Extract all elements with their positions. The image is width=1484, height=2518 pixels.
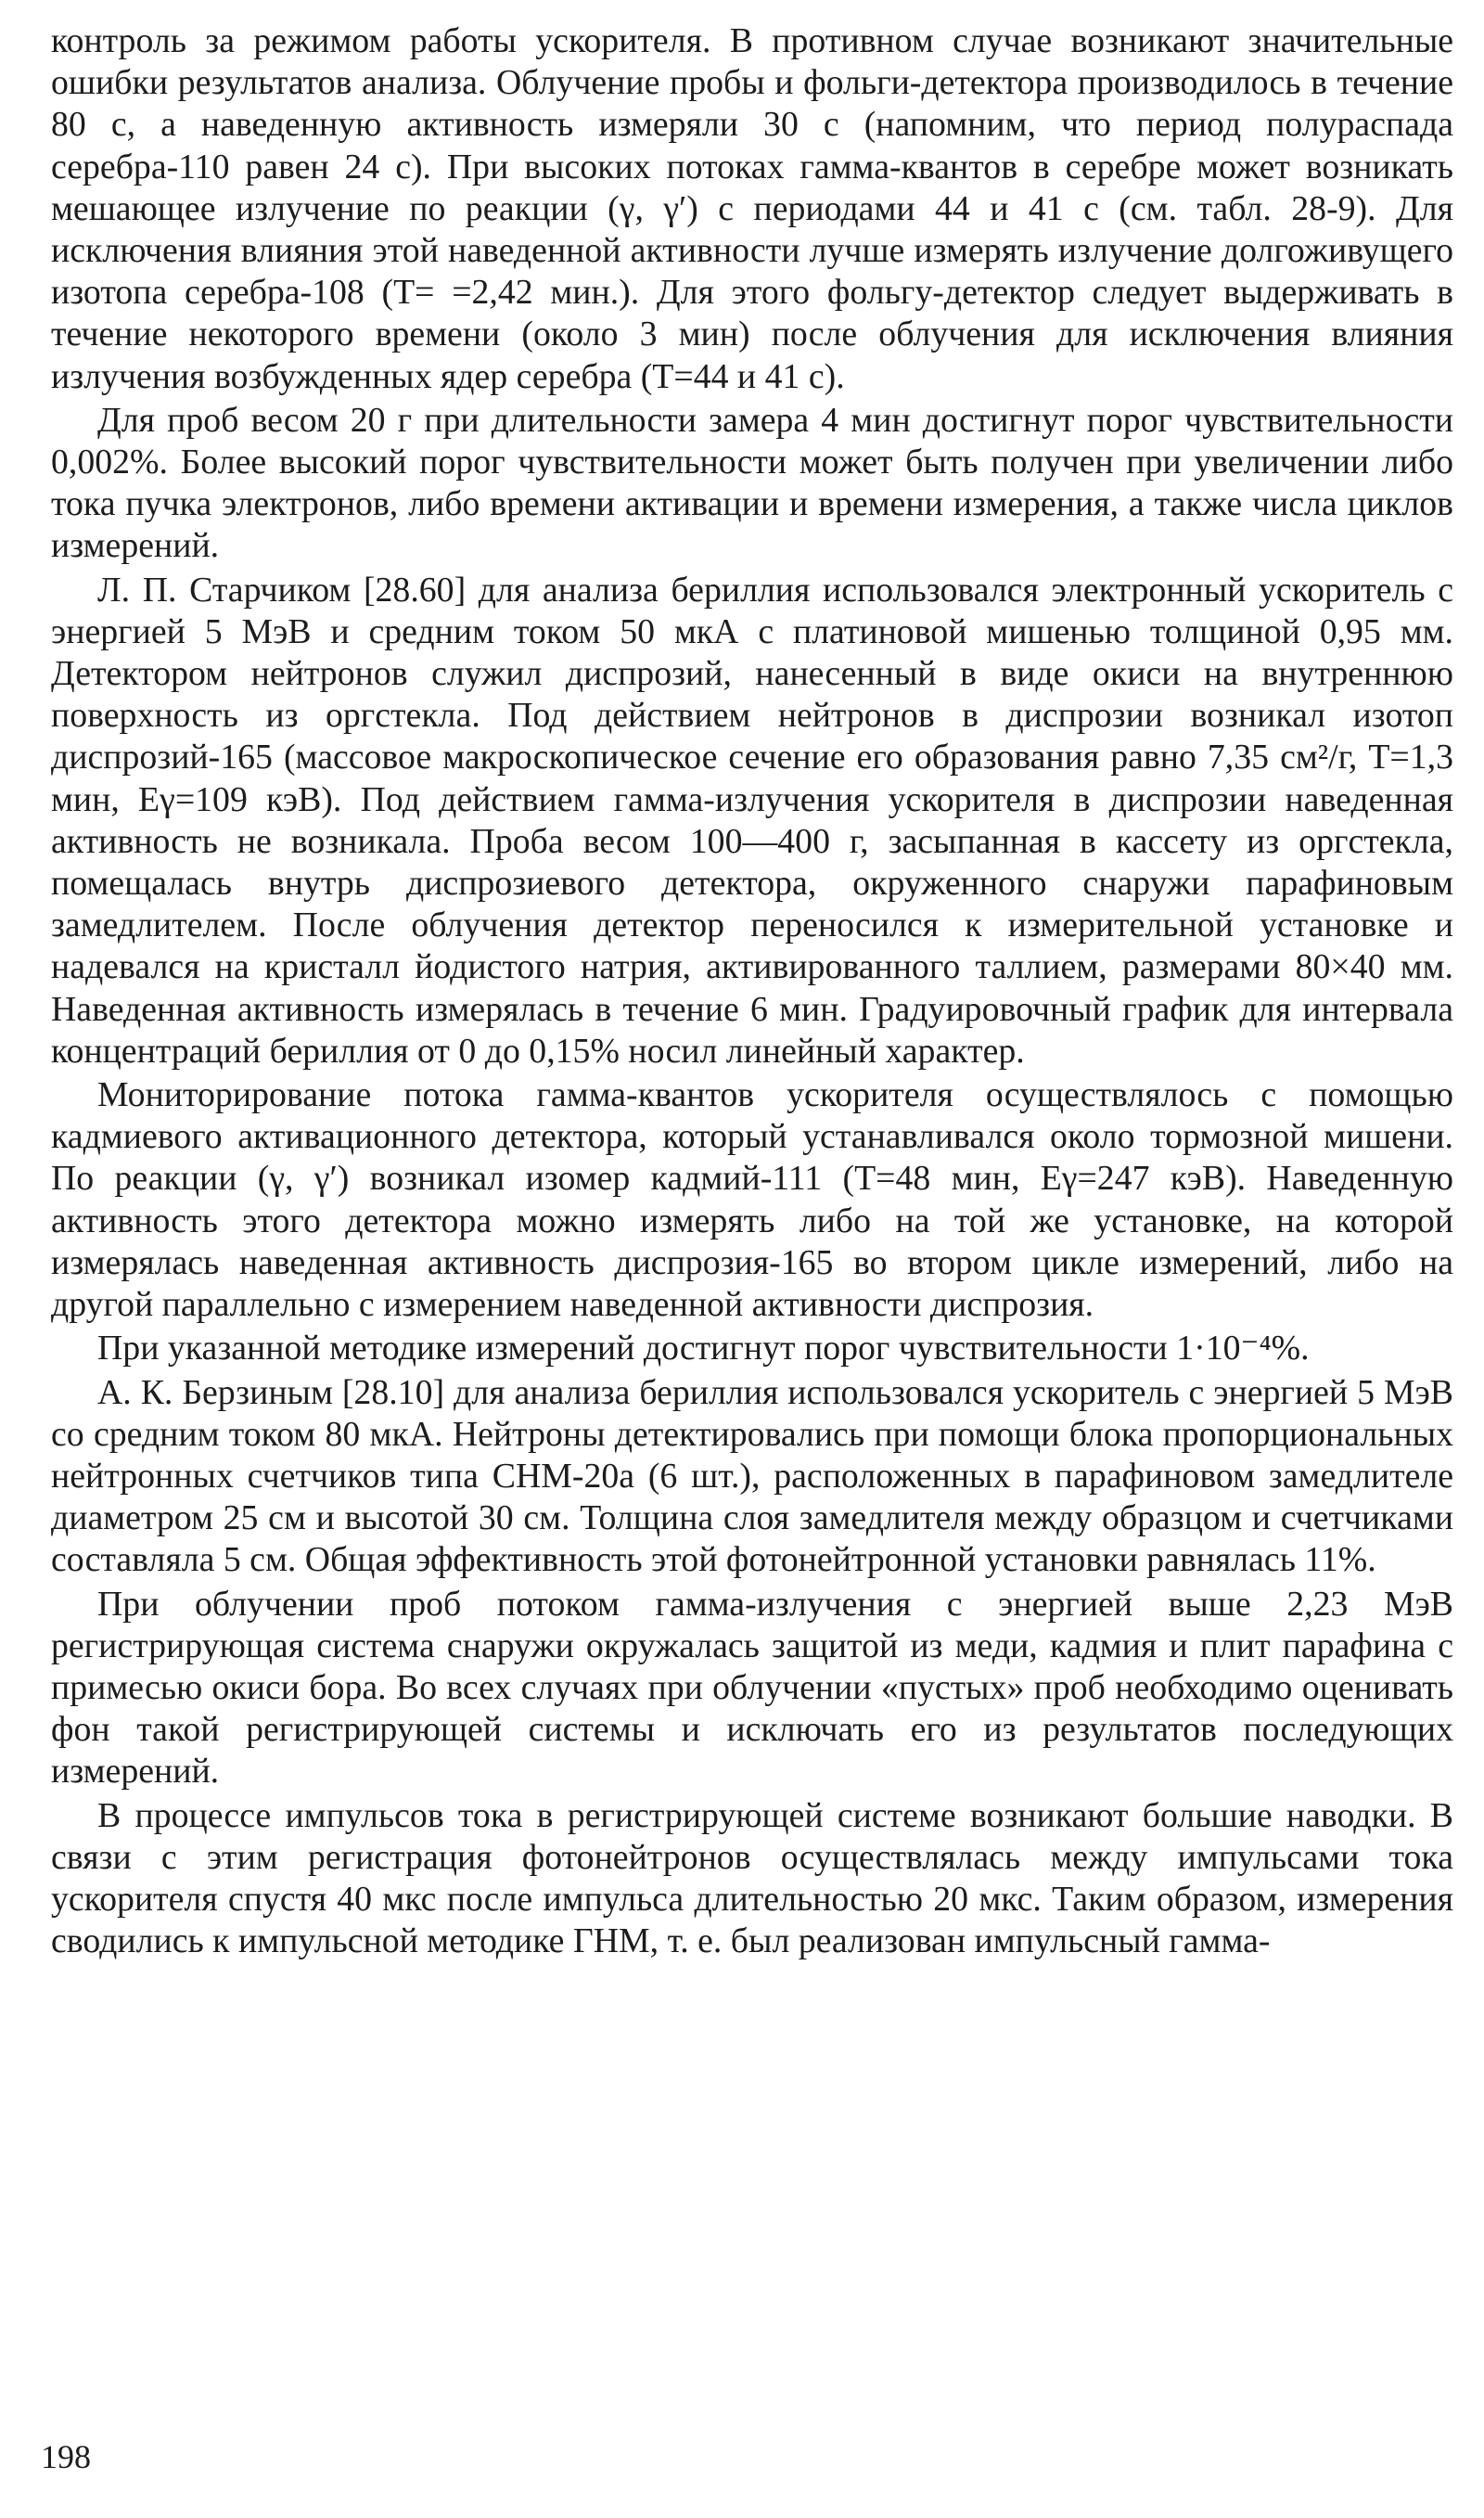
paragraph-7: При облучении проб потоком гамма-излучения с энергией выше 2,23 МэВ регистрирующая система снаружи окружалась защитой из меди, кадмия и плит парафина с примесью окиси бора. Во всех случаях при облучении «пустых» проб необходимо оценивать фон такой регистрирующей системы и исключать его из результатов последующих измерений. bbox=[51, 1584, 1453, 1792]
paragraph-8: В процессе импульсов тока в регистрирующей системе возникают большие наводки. В связи с этим регистрация фотонейтронов осуществлялась между импульсами тока ускорителя спустя 40 мкс после импульса длительностью 20 мкс. Таким образом, измерения сводились к импульсной методике ГНМ, т. е. был реализован импульсный гамма- bbox=[51, 1795, 1453, 1961]
body-text bbox=[51, 20, 1453, 1964]
paragraph-4: Мониторирование потока гамма-квантов ускорителя осуществлялось с помощью кадмиевого активационного детектора, который устанавливался около тормозной мишени. По реакции (γ, γ′) возникал изомер кадмий-111 (T=48 мин, Eγ=247 кэВ). Наведенную активность этого детектора можно измерять либо на той же установке, на которой измерялась наведенная активность диспрозия-165 во втором цикле измерений, либо на другой параллельно с измерением наведенной активности диспрозия. bbox=[51, 1075, 1453, 1325]
page-number: 198 bbox=[41, 2438, 91, 2475]
paragraph-2: Для проб весом 20 г при длительности замера 4 мин достигнут порог чувствительности 0,002%. Более высокий порог чувствительности может быть получен при увеличении либо тока пучка электронов, либо времени активации и времени измерения, а также числа циклов измерений. bbox=[51, 400, 1453, 566]
paragraph-6: А. К. Берзиным [28.10] для анализа бериллия использовался ускоритель с энергией 5 МэВ со средним током 80 мкА. Нейтроны детектировались при помощи блока пропорциональных нейтронных счетчиков типа СНМ-20а (6 шт.), расположенных в парафиновом замедлителе диаметром 25 см и высотой 30 см. Толщина слоя замедлителя между образцом и счетчиками составляла 5 см. Общая эффективность этой фотонейтронной установки равнялась 11%. bbox=[51, 1372, 1453, 1580]
paragraph-1: контроль за режимом работы ускорителя. В противном случае возникают значительные ошибки результатов анализа. Облучение пробы и фольги-детектора производилось в течение 80 с, а наведенную активность измеряли 30 с (напомним, что период полураспада серебра-110 равен 24 с). При высоких потоках гамма-квантов в серебре может возникать мешающее излучение по реакции (γ, γ′) с периодами 44 и 41 с (см. табл. 28-9). Для исключения влияния этой наведенной активности лучше измерять излучение долгоживущего изотопа серебра-108 (T= =2,42 мин.). Для этого фольгу-детектор следует выдерживать в течение некоторого времени (около 3 мин) после облучения для исключения влияния излучения возбужденных ядер серебра (T=44 и 41 с). bbox=[51, 21, 1453, 396]
paragraph-5: При указанной методике измерений достигнут порог чувствительности 1·10⁻⁴%. bbox=[97, 1329, 1310, 1368]
paragraph-3: Л. П. Старчиком [28.60] для анализа бериллия использовался электронный ускоритель с энергией 5 МэВ и средним током 50 мкА с платиновой мишенью толщиной 0,95 мм. Детектором нейтронов служил диспрозий, нанесенный в виде окиси на внутреннюю поверхность из оргстекла. Под действием нейтронов в диспрозии возникал изотоп диспрозий-165 (массовое макроскопическое сечение его образования равно 7,35 см²/г, T=1,3 мин, Eγ=109 кэВ). Под действием гамма-излучения ускорителя в диспрозии наведенная активность не возникала. Проба весом 100—400 г, засыпанная в кассету из оргстекла, помещалась внутрь диспрозиевого детектора, окруженного снаружи парафиновым замедлителем. После облучения детектор переносился к измерительной установке и надевался на кристалл йодистого натрия, активированного таллием, размерами 80×40 мм. Наведенная активность измерялась в течение 6 мин. Градуировочный график для интервала концентраций бериллия от 0 до 0,15% носил линейный характер. bbox=[51, 570, 1453, 1071]
